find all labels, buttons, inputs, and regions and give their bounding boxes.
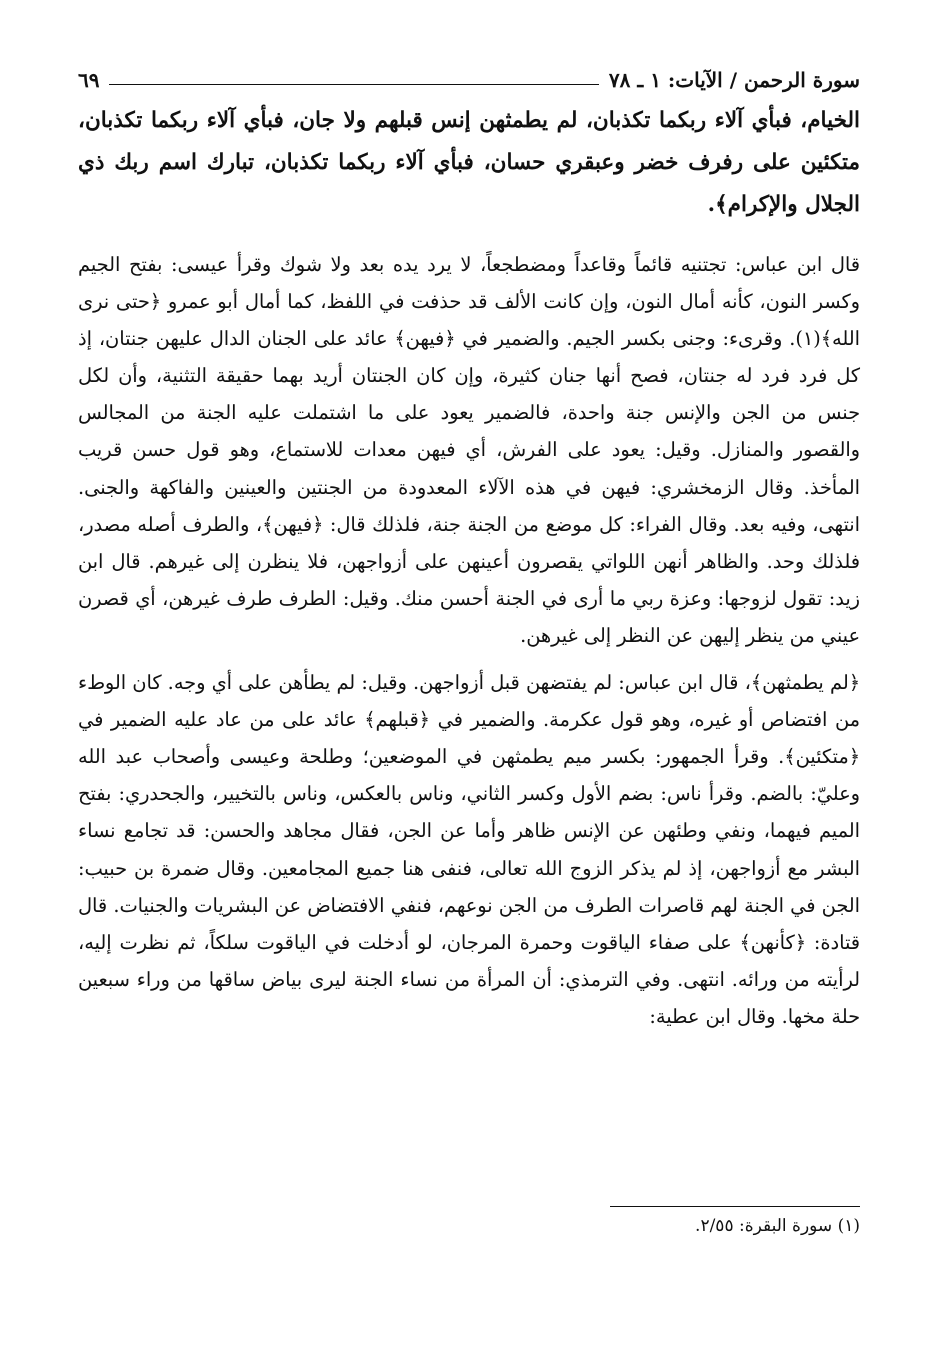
book-page [78, 56, 860, 1035]
commentary-paragraph: ﴿لم يطمثهن﴾، قال ابن عباس: لم يفتضهن قبل أزواجهن. وقيل: لم يطأهن على أي وجه. كان الوطء من افتضاص أو غيره، وهو قول عكرمة. والضمير في ﴿قبلهم﴾ عائد على من عاد عليه الضمير في ﴿متكئين﴾. وقرأ الجمهور: بكسر ميم يطمثهن في الموضعين؛ وطلحة وعيسى وأصحاب عبد الله وعليّ: بالضم. وقرأ ناس: بضم الأول وكسر الثاني، وناس بالعكس، وناس بالتخيير، والجحدري: بفتح الميم فيهما، ونفي وطئهن عن الإنس ظاهر وأما عن الجن، فقال مجاهد والحسن: قد تجامع نساء البشر مع أزواجهن، إذ لم يذكر الزوج الله تعالى، فنفى هنا جميع المجامعين. وقال ضمرة بن حبيب: الجن في الجنة لهم قاصرات الطرف من الجن نوعهم، فنفي الافتضاض عن البشريات والجنيات. قال قتادة: ﴿كأنهن﴾ على صفاء الياقوت وحمرة المرجان، لو أدخلت في الياقوت سلكاً، ثم نظرت إليه، لرأيته من ورائه. انتهى. وفي الترمذي: أن المرأة من نساء الجنة ليرى بياض ساقها من وراء سبعين حلة مخها. وقال ابن عطية: [78, 671, 860, 1028]
footnote-rule [610, 1206, 860, 1207]
page-number: ٦٩ [78, 68, 100, 92]
surah-header-title: سورة الرحمن / الآيات: ١ ـ ٧٨ [608, 68, 860, 92]
commentary-paragraph: قال ابن عباس: تجتنيه قائماً وقاعداً ومضطجعاً، لا يرد يده بعد ولا شوك وقرأ عيسى: بفتح الجيم وكسر النون، كأنه أمال النون، وإن كانت الألف قد حذفت في اللفظ، كما أمال أبو عمرو ﴿حتى نرى الله﴾(١). وقرىء: وجنى بكسر الجيم. والضمير في ﴿فيهن﴾ عائد على الجنان الدال عليهن جنتان، إذ كل فرد فرد له جنتان، فصح أنها جنان كثيرة، وإن كان الجنتان أريد بهما حقيقة التثنية، وأن لكل جنس من الجن والإنس جنة واحدة، فالضمير يعود على ما اشتملت عليه الجنة من المجالس والقصور والمنازل. وقيل: يعود على الفرش، أي فيهن معدات للاستماع، وهو قول حسن قريب المأخذ. وقال الزمخشري: فيهن في هذه الآلاء المعدودة من الجنتين والعينين والفاكهة والجنى. انتهى، وفيه بعد. وقال الفراء: كل موضع من الجنة جنة، فلذلك قال: ﴿فيهن﴾، والطرف أصله مصدر، فلذلك وحد. والظاهر أنهن اللواتي يقصرون أعينهن على أزواجهن، فلا ينظرن إلى غيرهم. قال ابن زيد: تقول لزوجها: وعزة ربي ما أرى في الجنة أحسن منك. وقيل: الطرف طرف غيرهن، أي قصرن عيني من ينظر إليهن عن النظر إلى غيرهن. [78, 253, 860, 647]
footnote: (١) سورة البقرة: ٢/٥٥. [695, 1216, 860, 1236]
footnote-area [78, 1206, 860, 1241]
quran-verse-block: الخيام، فبأي آلاء ربكما تكذبان، لم يطمثهن إنس قبلهم ولا جان، فبأي آلاء ربكما تكذبان، متكئين على رفرف خضر وعبقري حسان، فبأي آلاء ربكما تكذبان، تبارك اسم ربك ذي الجلال والإكرام﴾. [78, 108, 860, 217]
running-header [78, 56, 860, 92]
header-rule [109, 84, 598, 85]
